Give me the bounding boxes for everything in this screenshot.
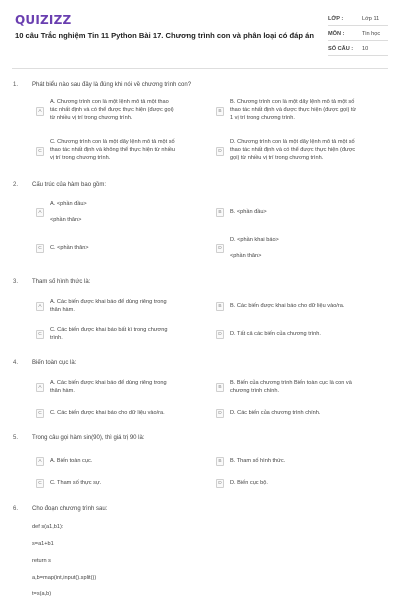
question-text: Trong câu gọi hàm sin(90), thì giá trị 90 là: [32, 435, 145, 441]
option-text: B. Tham số hình thức. [230, 458, 286, 464]
question-number: 5. [13, 435, 19, 441]
question-number: 4. [13, 360, 19, 366]
option-letter-box: C [36, 244, 44, 253]
meta-divider [328, 40, 388, 41]
question-number: 6. [13, 506, 19, 512]
meta-value: Lớp 11 [362, 16, 380, 22]
question-text: Cấu trúc của hàm bao gồm: [32, 182, 107, 188]
option-text: D. Tất cả các biến của chương trình. [230, 331, 321, 337]
option-text: A. Biến toàn cục. [50, 458, 93, 464]
option-text: D. Biến cục bộ. [230, 480, 268, 486]
option-text: C. Các biến được khai báo bất kì trong chương trình. [50, 327, 168, 341]
code-line: a,b=map(int,input().split()) [32, 575, 97, 581]
code-line: def s(a1,b1): [32, 524, 64, 530]
meta-value: Tin học [362, 31, 381, 37]
option-text: A. Chương trình con là một lệnh mô tả một thao tác nhất định và có thể được thực hiện (được gọi) từ nhiều vị trí trong chương trình. [50, 99, 174, 121]
option-letter-box: B [216, 457, 224, 466]
meta-label: MÔN : [328, 31, 345, 37]
option-letter-box: D [216, 147, 224, 156]
option-text: D. Chương trình con là một dãy lệnh mô tả một số thao tác nhất định và có thể được thực hiện (được gọi) từ nhiều vị trí trong chương trình. [230, 139, 356, 161]
code-line: t=s(a,b) [32, 591, 52, 597]
option-text: A. Các biến được khai báo để dùng riêng trong thân hàm. [50, 299, 167, 313]
option-letter-box: A [36, 383, 44, 392]
option-letter-box: C [36, 479, 44, 488]
option-text: C. Các biến được khai báo cho dữ liệu vào/ra. [50, 410, 165, 416]
option-letter-box: C [36, 409, 44, 418]
option-text: B. Chương trình con là một dãy lệnh mô tả một số thao tác nhất định và được thực hiện (được gọi) từ 1 vị trí trong chương trình. [230, 99, 357, 121]
header-divider [12, 68, 388, 69]
option-letter-box: C [36, 330, 44, 339]
option-letter-box: A [36, 302, 44, 311]
question-text: Cho đoạn chương trình sau: [32, 506, 108, 512]
option-letter-box: D [216, 409, 224, 418]
option-letter-box: C [36, 147, 44, 156]
quizizz-logo: QUIZIZZ [15, 13, 72, 27]
option-text: B. <phần đầu> [230, 209, 267, 215]
meta-label: LỚP : [328, 16, 344, 22]
option-letter-box: B [216, 383, 224, 392]
option-text: D. Các biến của chương trình chính. [230, 410, 321, 416]
option-letter-box: D [216, 330, 224, 339]
option-letter-box: A [36, 457, 44, 466]
meta-divider [328, 55, 388, 56]
question-text: Biến toàn cục là: [32, 360, 77, 366]
option-text: B. Các biến được khai báo cho dữ liệu vào/ra. [230, 303, 345, 309]
question-number: 1. [13, 82, 19, 88]
code-line: return s [32, 558, 51, 564]
option-letter-box: B [216, 208, 224, 217]
option-letter-box: D [216, 479, 224, 488]
meta-value: 10 [362, 46, 369, 52]
option-letter-box: B [216, 107, 224, 116]
option-text: A. Các biến được khai báo để dùng riêng trong thân hàm. [50, 380, 167, 394]
option-text: C. Tham số thực sự. [50, 480, 102, 486]
page-header [0, 0, 400, 64]
option-letter-box: B [216, 302, 224, 311]
option-letter-box: D [216, 244, 224, 253]
option-text: A. <phần đầu> <phần thân> [50, 201, 87, 223]
option-text: D. <phần khai báo> <phần thân> [230, 237, 279, 259]
question-text: Phát biểu nào sau đây là đúng khi nói về chương trình con? [32, 82, 192, 88]
meta-divider [328, 25, 388, 26]
question-number: 2. [13, 182, 19, 188]
option-text: C. <phần thân> [50, 245, 89, 251]
meta-label: SỐ CÂU : [328, 46, 354, 52]
document-title: 10 câu Trắc nghiệm Tin 11 Python Bài 17. Chương trình con và phân loại có đáp án [15, 31, 314, 40]
option-text: C. Chương trình con là một dãy lệnh mô tả một số thao tác nhất định và không thể thực hiện từ nhiều vị trí trong chương trình. [50, 139, 176, 161]
option-letter-box: A [36, 107, 44, 116]
question-number: 3. [13, 279, 19, 285]
code-line: s=a1+b1 [32, 541, 54, 547]
option-text: B. Biến của chương trình Biến toàn cục là con và chương trình chính. [230, 380, 352, 394]
option-letter-box: A [36, 208, 44, 217]
question-text: Tham số hình thức là: [32, 279, 91, 285]
